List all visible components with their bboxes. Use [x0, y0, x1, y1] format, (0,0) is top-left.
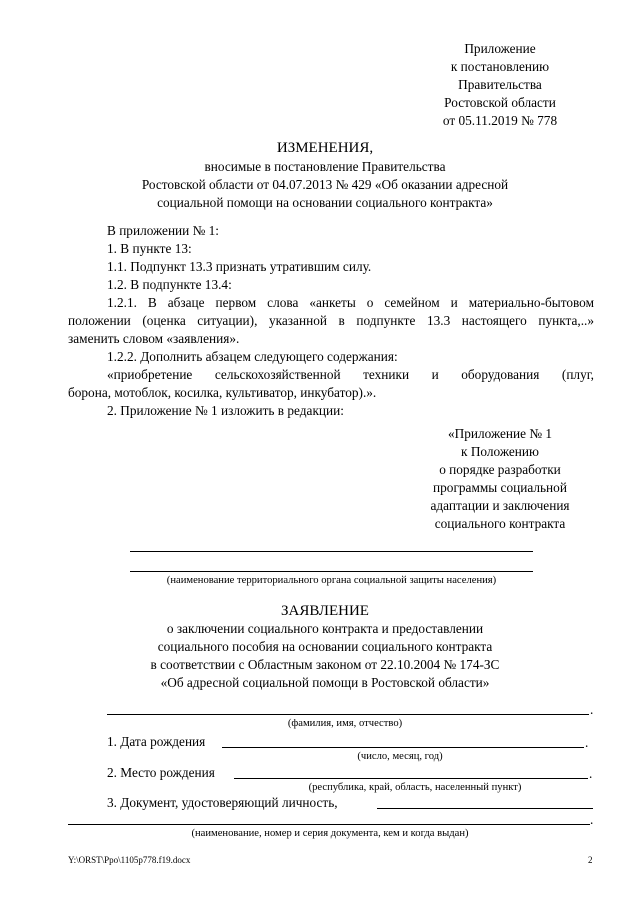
header-block	[420, 40, 580, 130]
doc-line-2[interactable]	[68, 824, 590, 825]
dob-caption: (число, месяц, год)	[357, 751, 443, 762]
title-line-1: вносимые в постановление Правительства	[204, 159, 446, 174]
org-caption: (наименование территориального органа социальной защиты населения)	[166, 575, 497, 586]
header-line-4: Ростовской области	[444, 95, 556, 110]
footer-page-number: 2	[588, 855, 593, 865]
body-p6: 1.2.2. Дополнить абзацем следующего содержания:	[107, 349, 398, 364]
header-line-2: к постановлению	[450, 59, 550, 74]
form-subtitle-line-4: «Об адресной социальной помощи в Ростовской области»	[160, 675, 490, 690]
body-p5c: заменить словом «заявления».	[68, 331, 240, 346]
body-p5b: положении (оценка ситуации), указанной в подпункте 13.3 настоящего пункта,..»	[68, 313, 594, 328]
doc-line-1[interactable]	[377, 808, 593, 809]
appendix-line-3: о порядке разработки	[439, 462, 561, 477]
header-line-1: Приложение	[464, 41, 536, 56]
doc-caption: (наименование, номер и серия документа, кем и когда выдан)	[191, 828, 469, 839]
pob-label: 2. Место рождения	[107, 765, 215, 780]
doc-label: 3. Документ, удостоверяющий личность,	[107, 795, 338, 810]
form-heading: ЗАЯВЛЕНИЕ	[281, 603, 369, 619]
fio-caption: (фамилия, имя, отчество)	[287, 718, 403, 729]
body-p4: 1.2. В подпункте 13.4:	[107, 277, 232, 292]
footer-path: Y:\ORST\Ppo\1105p778.f19.docx	[68, 855, 191, 865]
pob-dot: .	[589, 766, 593, 781]
appendix-block	[410, 425, 590, 533]
fio-dot: .	[590, 702, 594, 717]
fio-line[interactable]	[107, 714, 589, 715]
body-p5a: 1.2.1. В абзаце первом слова «анкеты о семейном и материально-бытовом	[107, 295, 594, 310]
form-subtitle-line-1: о заключении социального контракта и предоставлении	[166, 621, 484, 636]
title-heading: ИЗМЕНЕНИЯ,	[276, 140, 374, 156]
body-p7b: борона, мотоблок, косилка, культиватор, инкубатор).».	[68, 385, 377, 400]
title-line-3: социальной помощи на основании социального контракта»	[157, 195, 493, 210]
dob-dot: .	[585, 735, 589, 750]
form-subtitle-line-2: социального пособия на основании социального контракта	[157, 639, 493, 654]
title-line-2: Ростовской области от 04.07.2013 № 429 «Об оказании адресной	[141, 177, 509, 192]
appendix-line-2: к Положению	[461, 444, 539, 459]
pob-line[interactable]	[234, 778, 588, 779]
doc-dot: .	[590, 812, 594, 827]
header-line-3: Правительства	[458, 77, 542, 92]
appendix-line-4: программы социальной	[433, 480, 567, 495]
dob-label: 1. Дата рождения	[107, 734, 206, 749]
body-p2: 1. В пункте 13:	[107, 241, 192, 256]
header-line-5: от 05.11.2019 № 778	[442, 113, 558, 128]
dob-line[interactable]	[222, 747, 584, 748]
appendix-line-6: социального контракта	[434, 516, 566, 531]
appendix-line-1: «Приложение № 1	[448, 426, 552, 441]
body-p1: В приложении № 1:	[107, 223, 219, 238]
body-p7a: «приобретение сельскохозяйственной техники и оборудования (плуг,	[107, 367, 594, 382]
title-block	[60, 138, 590, 212]
appendix-line-5: адаптации и заключения	[430, 498, 570, 513]
body-p3: 1.1. Подпункт 13.3 признать утратившим силу.	[107, 259, 372, 274]
body-p8: 2. Приложение № 1 изложить в редакции:	[107, 403, 344, 418]
org-line-1	[130, 551, 533, 552]
form-subtitle	[60, 620, 590, 692]
form-subtitle-line-3: в соответствии с Областным законом от 22.10.2004 № 174-ЗС	[150, 657, 500, 672]
pob-caption: (республика, край, область, населенный пункт)	[308, 782, 522, 793]
org-line-2	[130, 571, 533, 572]
